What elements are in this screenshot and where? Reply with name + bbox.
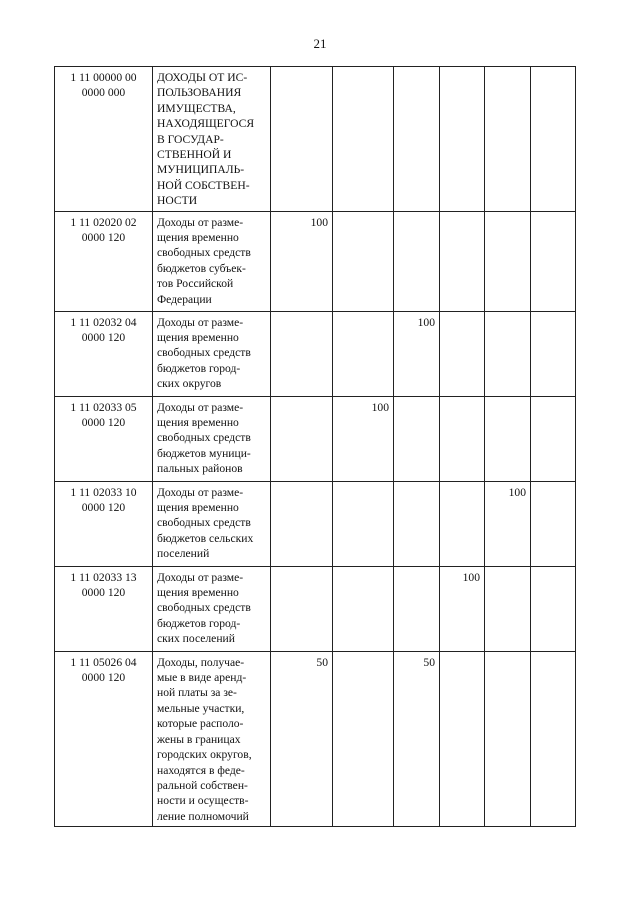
share-value-cell: 100 (333, 396, 394, 481)
revenue-name-cell: Доходы от разме- щения временно свободных средств бюджетов муници- пальных районов (153, 396, 271, 481)
budget-code-cell: 1 11 02033 13 0000 120 (55, 566, 153, 651)
share-value-cell: 100 (485, 481, 531, 566)
share-value-cell (531, 651, 576, 826)
share-value-cell (485, 311, 531, 396)
share-value-cell (394, 67, 440, 212)
share-value-cell (271, 311, 333, 396)
table-row (55, 481, 576, 566)
share-value-cell: 50 (394, 651, 440, 826)
share-value-cell (394, 481, 440, 566)
share-value-cell (531, 396, 576, 481)
share-value-cell (531, 481, 576, 566)
share-value-cell (485, 651, 531, 826)
share-value-cell: 100 (394, 311, 440, 396)
share-value-cell (440, 311, 485, 396)
share-value-cell (440, 481, 485, 566)
revenue-name-cell: Доходы от разме- щения временно свободных средств бюджетов город- ских округов (153, 311, 271, 396)
share-value-cell (440, 67, 485, 212)
share-value-cell: 100 (271, 211, 333, 311)
share-value-cell (531, 67, 576, 212)
table-row (55, 566, 576, 651)
share-value-cell (271, 396, 333, 481)
share-value-cell (271, 481, 333, 566)
budget-code-cell: 1 11 02032 04 0000 120 (55, 311, 153, 396)
revenue-name-cell: Доходы от разме- щения временно свободных средств бюджетов город- ских поселений (153, 566, 271, 651)
share-value-cell (531, 211, 576, 311)
share-value-cell (531, 566, 576, 651)
budget-code-cell: 1 11 02033 05 0000 120 (55, 396, 153, 481)
share-value-cell (485, 67, 531, 212)
table-row (55, 396, 576, 481)
share-value-cell (333, 67, 394, 212)
budget-code-cell: 1 11 05026 04 0000 120 (55, 651, 153, 826)
page-number: 21 (313, 36, 327, 51)
share-value-cell (394, 211, 440, 311)
share-value-cell (485, 396, 531, 481)
share-value-cell (333, 566, 394, 651)
budget-code-cell: 1 11 02020 02 0000 120 (55, 211, 153, 311)
budget-code-cell: 1 11 00000 00 0000 000 (55, 67, 153, 212)
share-value-cell (394, 566, 440, 651)
share-value-cell (531, 311, 576, 396)
share-value-cell (271, 566, 333, 651)
table-row (55, 211, 576, 311)
share-value-cell: 50 (271, 651, 333, 826)
share-value-cell (485, 566, 531, 651)
table-row (55, 67, 576, 212)
share-value-cell: 100 (440, 566, 485, 651)
share-value-cell (333, 211, 394, 311)
table-row (55, 651, 576, 826)
share-value-cell (394, 396, 440, 481)
share-value-cell (485, 211, 531, 311)
revenue-name-cell: Доходы, получае- мые в виде аренд- ной платы за зе- мельные участки, которые располо- жены в границах городских округов, находятся в феде- ральной собствен- ности и осуществ- ление полномочий (153, 651, 271, 826)
revenue-distribution-table (54, 66, 576, 827)
share-value-cell (271, 67, 333, 212)
share-value-cell (333, 481, 394, 566)
share-value-cell (333, 311, 394, 396)
share-value-cell (440, 396, 485, 481)
table-body (55, 67, 576, 827)
revenue-name-cell: Доходы от разме- щения временно свободных средств бюджетов субъек- тов Российской Федерации (153, 211, 271, 311)
share-value-cell (333, 651, 394, 826)
revenue-name-cell: Доходы от разме- щения временно свободных средств бюджетов сельских поселений (153, 481, 271, 566)
table-row (55, 311, 576, 396)
share-value-cell (440, 651, 485, 826)
share-value-cell (440, 211, 485, 311)
revenue-name-cell: ДОХОДЫ ОТ ИС- ПОЛЬЗОВАНИЯ ИМУЩЕСТВА, НАХОДЯЩЕГОСЯ В ГОСУДАР- СТВЕННОЙ И МУНИЦИПАЛЬ- НОЙ СОБСТВЕН- НОСТИ (153, 67, 271, 212)
budget-code-cell: 1 11 02033 10 0000 120 (55, 481, 153, 566)
